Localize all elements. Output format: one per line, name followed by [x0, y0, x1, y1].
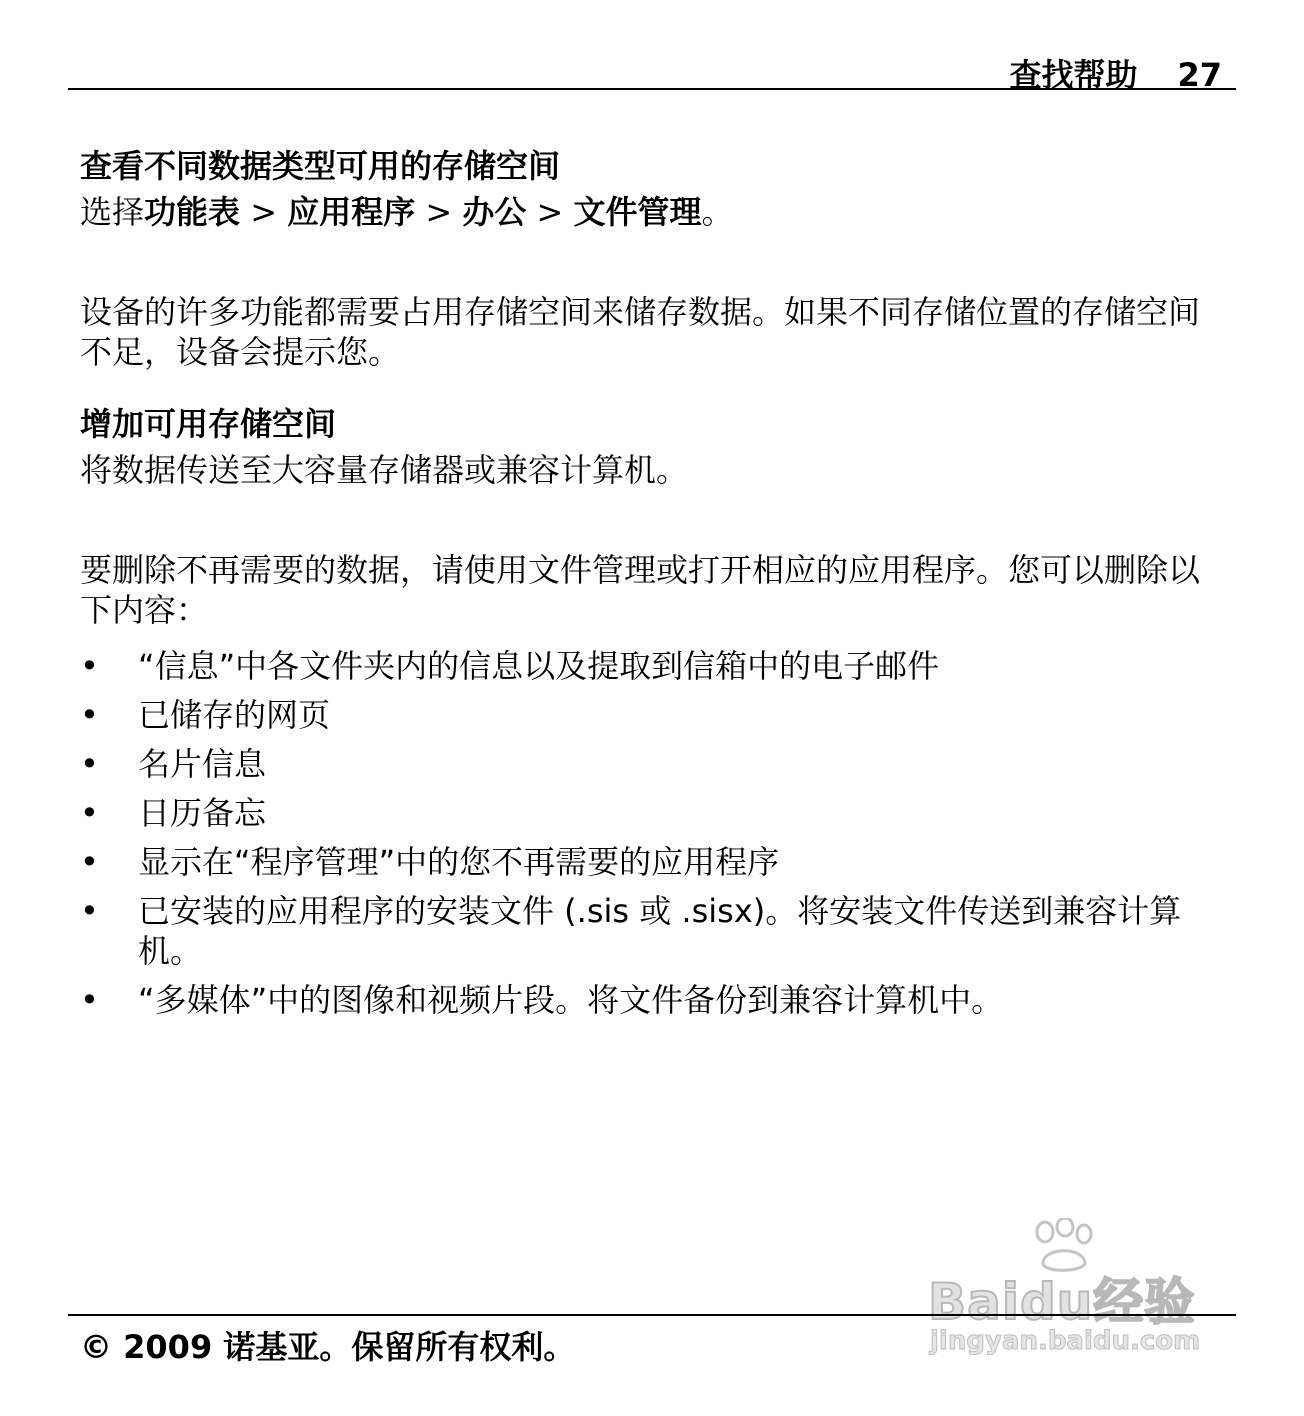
section-heading-increase-storage: 增加可用存储空间	[80, 405, 337, 443]
menu-path-item-applications: 应用程序	[287, 193, 416, 231]
header-section-title: 查找帮助	[1009, 56, 1138, 94]
watermark-url: jingyan.baidu.com	[930, 1326, 1201, 1356]
list-item: • 名片信息	[80, 745, 267, 783]
footer-copyright: © 2009 诺基亚。保留所有权利。	[80, 1328, 576, 1366]
section-heading-view-storage: 查看不同数据类型可用的存储空间	[80, 147, 561, 185]
baidu-jingyan-watermark	[928, 1218, 1228, 1368]
list-item: • “信息”中各文件夹内的信息以及提取到信箱中的电子邮件	[80, 647, 940, 685]
paragraph-storage-info: 设备的许多功能都需要占用存储空间来储存数据。如果不同存储位置的存储空间不足，设备会提示您。	[80, 293, 1201, 371]
watermark-brand: Baidu经验	[928, 1273, 1196, 1331]
page-content	[80, 146, 1230, 1029]
menu-path-item-file-manager: 文件管理	[573, 193, 702, 231]
list-item: • 已储存的网页	[80, 696, 331, 734]
menu-path-item-functions: 功能表	[144, 193, 241, 231]
footer-divider	[68, 1314, 1236, 1316]
menu-path: 选择功能表 > 应用程序 > 办公 > 文件管理。	[80, 193, 734, 231]
menu-path-item-office: 办公	[462, 193, 527, 231]
list-item: • 显示在“程序管理”中的您不再需要的应用程序	[80, 843, 780, 881]
deletable-items-list	[80, 646, 1230, 1020]
page-number: 27	[1177, 56, 1222, 94]
paragraph-delete-data: 要删除不再需要的数据，请使用文件管理或打开相应的应用程序。您可以删除以下内容：	[80, 551, 1201, 629]
paragraph-transfer-data: 将数据传送至大容量存储器或兼容计算机。	[80, 451, 689, 489]
list-item: • “多媒体”中的图像和视频片段。将文件备份到兼容计算机中。	[80, 981, 1004, 1019]
header-divider	[68, 88, 1236, 90]
list-item: • 日历备忘	[80, 794, 267, 832]
list-item: • 已安装的应用程序的安装文件 (.sis 或 .sisx)。将安装文件传送到兼容计算机。	[80, 892, 1182, 970]
